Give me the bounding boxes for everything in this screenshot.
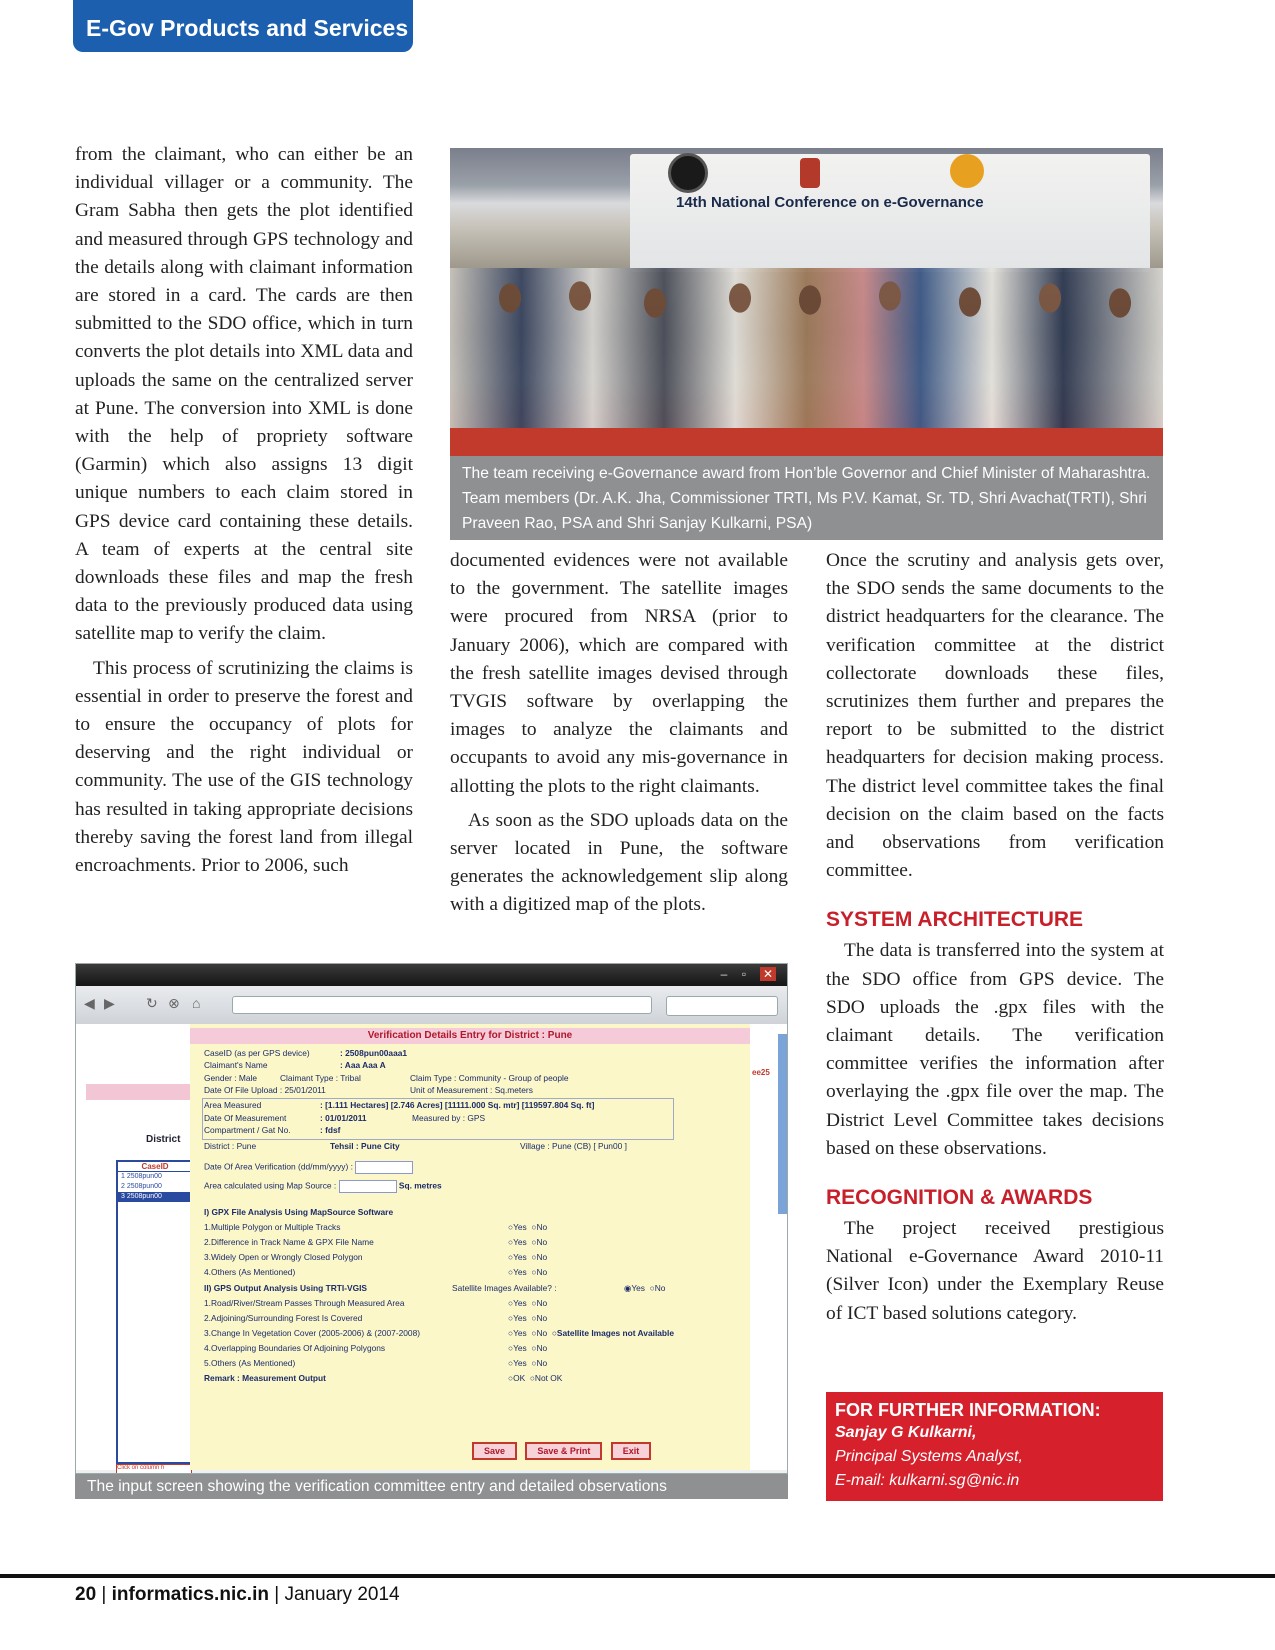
save-button[interactable]: Save xyxy=(472,1442,517,1460)
gps-item: 1.Road/River/Stream Passes Through Measured Area xyxy=(204,1298,405,1308)
home-icon[interactable]: ⌂ xyxy=(192,995,201,1011)
col1-paragraph-2: This process of scrutinizing the claims is essential in order to preserve the forest and to ensure the occupancy of plots for deserving and the right individual or community. The use of the GIS technology has resulted in taking appropriate decisions thereby saving the forest land from illegal encroachments. Prior to 2006, such xyxy=(75,657,413,877)
verification-screen-screenshot xyxy=(75,963,788,1474)
footer-site: informatics.nic.in xyxy=(111,1584,269,1605)
browser-toolbar xyxy=(76,986,787,1025)
district-text: District : Pune xyxy=(204,1141,257,1151)
browser-search-box[interactable] xyxy=(666,996,778,1016)
click-column-note: Click on column h xyxy=(116,1464,192,1474)
gpx-item: 2.Difference in Track Name & GPX File Name xyxy=(204,1237,374,1247)
sat-no-radio[interactable]: ○ xyxy=(649,1283,655,1293)
no-radio[interactable]: ○ xyxy=(531,1267,537,1277)
footer-rule xyxy=(0,1574,1275,1578)
verification-date-input[interactable] xyxy=(355,1161,413,1174)
tehsil-text: Tehsil : Pune City xyxy=(330,1141,400,1151)
conference-banner-text: 14th National Conference on e-Governance xyxy=(676,194,984,211)
not-ok-radio[interactable]: ○ xyxy=(529,1373,535,1383)
footer-date: January 2014 xyxy=(284,1584,400,1605)
case-sidebar xyxy=(76,1024,191,1470)
gpx-item: 3.Widely Open or Wrongly Closed Polygon xyxy=(204,1252,363,1262)
area-calculated-label: Area calculated using Map Source : xyxy=(204,1180,337,1191)
case-list-row[interactable]: 2 2508pun00 xyxy=(121,1183,162,1190)
case-list-row[interactable]: 1 2508pun00 xyxy=(121,1173,162,1180)
gpx-analysis-heading: I) GPX File Analysis Using MapSource Software xyxy=(204,1207,394,1217)
maximize-icon[interactable]: ▫ xyxy=(741,967,747,981)
no-radio[interactable]: ○ xyxy=(531,1358,537,1368)
footer-separator: | xyxy=(101,1584,112,1605)
remark-text: Remark : Measurement Output xyxy=(204,1373,326,1383)
claim-type-text: Claim Type : Community - Group of people xyxy=(410,1073,569,1083)
no-radio[interactable]: ○ xyxy=(531,1328,537,1338)
no-radio[interactable]: ○ xyxy=(531,1252,537,1262)
page-number: 20 xyxy=(75,1584,97,1605)
gps-analysis-heading: II) GPS Output Analysis Using TRTI-VGIS xyxy=(204,1283,368,1293)
gpx-item: 1.Multiple Polygon or Multiple Tracks xyxy=(204,1222,341,1232)
compartment-label: Compartment / Gat No. xyxy=(204,1125,291,1135)
column-2 xyxy=(450,547,788,926)
measured-by-text: Measured by : GPS xyxy=(412,1113,486,1123)
case-list-row-selected[interactable]: 3 2508pun00 xyxy=(118,1192,192,1202)
sat-not-available-radio[interactable]: ○ xyxy=(551,1328,557,1338)
logo-emblem-right xyxy=(950,154,984,188)
verification-date-label: Date Of Area Verification (dd/mm/yyyy) : xyxy=(204,1161,353,1172)
village-text: Village : Pune (CB) [ Pun00 ] xyxy=(520,1141,627,1151)
recognition-awards-heading: RECOGNITION & AWARDS xyxy=(826,1186,1093,1210)
claimant-name-label: Claimant's Name xyxy=(204,1060,268,1070)
award-ceremony-photo xyxy=(450,148,1163,456)
right-strip xyxy=(750,1024,788,1470)
close-icon[interactable]: ✕ xyxy=(760,967,776,981)
date-measurement-value: : 01/01/2011 xyxy=(320,1113,367,1123)
stop-icon[interactable]: ⊗ xyxy=(168,995,180,1011)
compartment-value: : fdsf xyxy=(320,1125,341,1135)
footer-separator: | xyxy=(274,1584,285,1605)
save-print-button[interactable]: Save & Print xyxy=(525,1442,602,1460)
form-title: Verification Details Entry for District : Pune xyxy=(190,1028,750,1044)
claimant-type-text: Claimant Type : Tribal xyxy=(280,1073,361,1083)
col2-paragraph-1: documented evidences were not available to the government. The satellite images were procured from NRSA (prior to January 2006), which are compared with the fresh satellite images devised through TVGIS software by overlapping the images to analyze the claimants and occupants to avoid any mis-governance in allotting the plots to the right claimants. xyxy=(450,550,788,797)
exit-button[interactable]: Exit xyxy=(611,1442,652,1460)
no-radio[interactable]: ○ xyxy=(531,1313,537,1323)
col1-paragraph-1: from the claimant, who can either be an individual villager or a community. The Gram Sabha then gets the plot identified and measured through GPS technology and the details along with claimant information are stored in a card. The cards are then submitted to the SDO office, which in turn converts the plot details into XML data and uploads the same on the centralized server at Pune. The conversion into XML is done with the help of propriety software (Garmin) which also assigns 13 digit unique numbers to each claim stored in GPS device card containing these details. A team of experts at the central site downloads these files and map the fresh data to the previously produced data using satellite map to verify the claim. xyxy=(75,144,413,645)
col2-paragraph-2: As soon as the SDO uploads data on the server located in Pune, the software generates the acknowledgement slip along with a digitized map of the plots. xyxy=(450,809,788,916)
photo-caption: The team receiving e-Governance award from Hon’ble Governor and Chief Minister of Maharashtra. Team members (Dr. A.K. Jha, Commissioner TRTI, Ms P.V. Kamat, Sr. TD, Shri Avachat(TRTI), Shri Praveen Rao, PSA and Shri Sanjay Kulkarni, PSA) xyxy=(450,456,1163,540)
verification-form: Verification Details Entry for District : Pune CaseID (as per GPS device) : 2508pun00aaa1 Claimant's Name : Aaa Aaa A Gender : Male Claimant Type : Tribal Claim Type : Community - Group of people Date Of File Upload : 25/01/2011 Unit of Measurement : Sq.meters Area Measured : [1.111 Hectares] [2.746 Acres] [11111.000 Sq. mtr] [119597.804 Sq. ft] Date Of Measurement : 01/01/2011 Measured by : GPS Compartment / Gat No. : fdsf District : Pune Tehsil : Pune City Village : Pune (CB) [ Pun00 ] Date Of Area Verification (dd/mm/yyyy) : Area calculated using Map Source : Sq. metres I) GPX File Analysis Using MapSource Software 1.Multiple Polygon or Multiple Tracks 2.Difference in Track Name & GPX File Name 3.Widely Open or Wrongly Closed Polygon 4.Others (As Mentioned) ○Yes ○No ○Yes ○No ○Yes ○No ○Yes ○No II) GPS Output Analysis Using TRTI-VGIS Satellite Images Available? : ◉Yes ○No 1.Road/River/Stream Passes Through Measured Area 2.Adjoining/Surrounding Forest Is Covered 3.Change In Vegetation Cover (2005-2006) & (2007-2008) 4.Overlapping Boundaries Of Adjoining Polygons 5.Others (As Mentioned) ○Yes ○No ○Yes ○No ○Yes ○No ○Satellite Images not Available ○Yes ○No ○Yes ○No Remark : Measurement Output ○OK ○Not OK Save Save & Print Exit xyxy=(190,1024,750,1470)
yes-radio[interactable]: ○ xyxy=(508,1267,514,1277)
back-icon[interactable]: ◀ xyxy=(84,995,95,1011)
case-list xyxy=(116,1160,194,1464)
no-radio[interactable]: ○ xyxy=(531,1222,537,1232)
gps-item: 5.Others (As Mentioned) xyxy=(204,1358,296,1368)
district-label: District xyxy=(146,1134,181,1145)
gps-item: 2.Adjoining/Surrounding Forest Is Covered xyxy=(204,1313,363,1323)
sidebar-header-bar xyxy=(86,1084,190,1100)
yes-radio[interactable]: ○ xyxy=(508,1343,514,1353)
ok-radio[interactable]: ○ xyxy=(508,1373,514,1383)
area-measured-value: : [1.111 Hectares] [2.746 Acres] [11111.000 Sq. mtr] [119597.804 Sq. ft] xyxy=(320,1100,595,1110)
system-architecture-heading: SYSTEM ARCHITECTURE xyxy=(826,908,1084,932)
column-1 xyxy=(75,141,413,886)
yes-radio[interactable]: ○ xyxy=(508,1313,514,1323)
claimant-name-value: : Aaa Aaa A xyxy=(340,1060,386,1070)
area-measured-label: Area Measured xyxy=(204,1100,262,1110)
area-calculated-input[interactable] xyxy=(339,1180,397,1193)
right-strip-label: ee25 xyxy=(752,1068,770,1077)
contact-title: Principal Systems Analyst, xyxy=(835,1448,1023,1465)
national-emblem xyxy=(800,158,820,188)
no-radio[interactable]: ○ xyxy=(531,1237,537,1247)
case-id-label: CaseID (as per GPS device) xyxy=(204,1048,310,1058)
further-information-box xyxy=(826,1392,1163,1501)
file-upload-date-text: Date Of File Upload : 25/01/2011 xyxy=(204,1085,326,1095)
yes-radio[interactable]: ○ xyxy=(508,1358,514,1368)
yes-radio[interactable]: ○ xyxy=(508,1298,514,1308)
yes-radio[interactable]: ○ xyxy=(508,1237,514,1247)
yes-radio[interactable]: ○ xyxy=(508,1328,514,1338)
scrollbar[interactable] xyxy=(778,1034,788,1214)
minimize-icon[interactable]: – xyxy=(720,967,728,981)
contact-email[interactable]: E-mail: kulkarni.sg@nic.in xyxy=(835,1472,1020,1489)
no-radio[interactable]: ○ xyxy=(531,1298,537,1308)
forward-icon[interactable]: ▶ xyxy=(104,995,115,1011)
award-recipients-group xyxy=(450,268,1163,428)
address-bar[interactable] xyxy=(232,996,652,1014)
satellite-available-label: Satellite Images Available? : xyxy=(452,1283,557,1293)
no-radio[interactable]: ○ xyxy=(531,1343,537,1353)
gps-item: 4.Overlapping Boundaries Of Adjoining Polygons xyxy=(204,1343,386,1353)
screenshot-caption: The input screen showing the verification committee entry and detailed observations xyxy=(75,1474,788,1499)
case-list-header[interactable]: CaseID xyxy=(118,1162,192,1172)
sq-metres-unit: Sq. metres xyxy=(398,1180,442,1191)
sat-not-available-label: Satellite Images not Available xyxy=(556,1328,675,1338)
date-measurement-label: Date Of Measurement xyxy=(204,1113,287,1123)
sat-yes-radio[interactable]: ◉ xyxy=(624,1283,632,1293)
form-buttons xyxy=(472,1442,657,1460)
unit-measurement-text: Unit of Measurement : Sq.meters xyxy=(410,1085,533,1095)
yes-radio[interactable]: ○ xyxy=(508,1252,514,1262)
refresh-icon[interactable]: ↻ xyxy=(146,995,158,1011)
column-3 xyxy=(826,547,1164,1334)
section-header-tab xyxy=(73,0,413,52)
conference-banner xyxy=(630,154,1150,272)
contact-name: Sanjay G Kulkarni, xyxy=(835,1424,977,1441)
section-label: E-Gov Products and Services xyxy=(86,15,409,41)
col3-paragraph-1: Once the scrutiny and analysis gets over, the SDO sends the same documents to the district headquarters for the clearance. The verification committee at the district collectorate downloads these files, scrutinizes them further and prepares the report to be submitted to the district headquarters for decision making process. The district level committee takes the final decision on the claim based on the facts and observations from verification committee. xyxy=(826,550,1164,882)
recognition-awards-text: The project received prestigious National e-Governance Award 2010-11 (Silver Icon) under the Exemplary Reuse of ICT based solutions category. xyxy=(826,1218,1164,1324)
window-titlebar xyxy=(76,964,787,986)
info-heading: FOR FURTHER INFORMATION: xyxy=(835,1400,1101,1420)
case-id-value: : 2508pun00aaa1 xyxy=(340,1048,408,1058)
system-architecture-text: The data is transferred into the system at the SDO office from GPS device. The SDO uploads the .gpx files with the claimant details. The verification committee verifies the information after overlaying the .gpx file over the map. The District Level Committee takes decisions based on these observations. xyxy=(826,940,1164,1159)
gps-item: 3.Change In Vegetation Cover (2005-2006) & (2007-2008) xyxy=(204,1328,421,1338)
logo-emblem-left xyxy=(668,153,708,193)
stage-floor xyxy=(450,428,1163,456)
page-footer xyxy=(75,1580,400,1610)
gpx-item: 4.Others (As Mentioned) xyxy=(204,1267,296,1277)
gender-text: Gender : Male xyxy=(204,1073,258,1083)
yes-radio[interactable]: ○ xyxy=(508,1222,514,1232)
